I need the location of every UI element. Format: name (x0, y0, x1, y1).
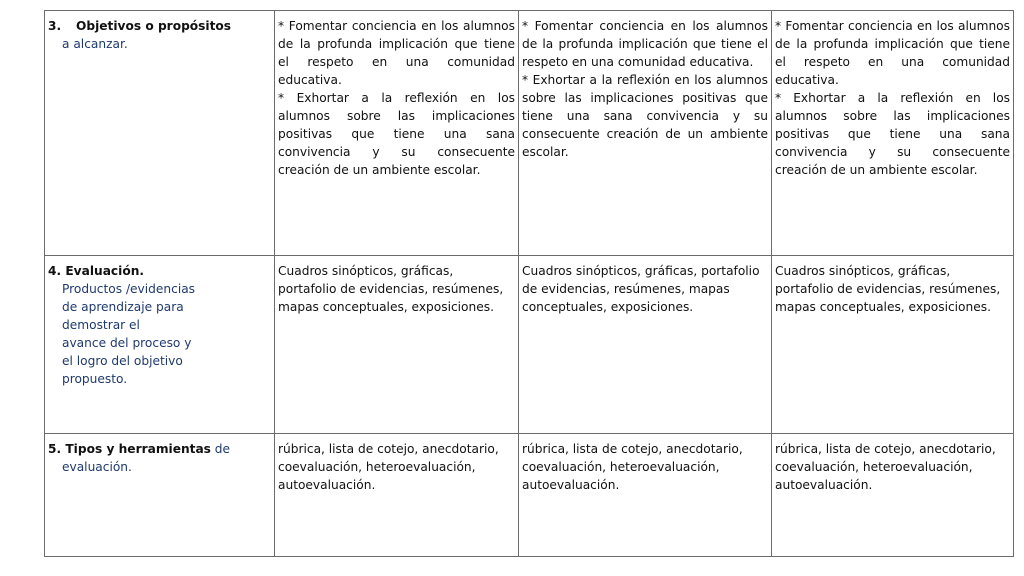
row-subtitle-line: de aprendizaje para (62, 300, 184, 315)
objectives-cell-1 (275, 11, 519, 256)
row-label-evaluation (45, 256, 275, 433)
evaluation-cell-3 (772, 256, 1014, 433)
row-subtitle: evaluación. (62, 459, 132, 474)
tools-list: rúbrica, lista de cotejo, anecdotario, coevaluación, heteroevaluación, autoevaluación. (278, 441, 499, 492)
planning-table (44, 10, 1014, 557)
objectives-cell-2 (519, 11, 772, 256)
row-number: 3. (48, 19, 62, 33)
tools-list: rúbrica, lista de cotejo, anecdotario, coevaluación, heteroevaluación, autoevaluación. (775, 441, 996, 492)
row-subtitle-line: avance del proceso y (62, 336, 192, 351)
row-label-objectives (45, 11, 275, 256)
tools-cell-2 (519, 433, 772, 556)
row-title: 5. Tipos y herramientas (48, 441, 211, 456)
objective-2: * Exhortar a la reflexión en los alumnos sobre las implicaciones positivas que tiene una sana convivencia y su consecuente creación de un ambiente escolar. (522, 73, 768, 159)
objective-2: * Exhortar a la reflexión en los alumnos sobre las implicaciones positivas que tiene una sana convivencia y su consecuente creación de un ambiente escolar. (278, 91, 515, 177)
row-title: 4. Evaluación. (48, 264, 145, 279)
evaluation-cell-2 (519, 256, 772, 433)
row-subtitle-line: demostrar el (62, 318, 140, 333)
row-subtitle-line: el logro del objetivo (62, 354, 183, 369)
row-label-tools (45, 433, 275, 556)
tools-list: rúbrica, lista de cotejo, anecdotario, coevaluación, heteroevaluación, autoevaluación. (522, 441, 743, 492)
row-title-rest: de (210, 441, 231, 456)
row-subtitle-line: propuesto. (62, 372, 128, 387)
row-subtitle: a alcanzar. (62, 37, 128, 51)
evidence-list: Cuadros sinópticos, gráficas, portafolio de evidencias, resúmenes, mapas conceptuales, exposiciones. (775, 264, 1001, 315)
objective-2: * Exhortar a la reflexión en los alumnos sobre las implicaciones positivas que tiene una sana convivencia y su consecuente creación de un ambiente escolar. (775, 91, 1010, 177)
tools-cell-3 (772, 433, 1014, 556)
evidence-list: Cuadros sinópticos, gráficas, portafolio de evidencias, resúmenes, mapas conceptuales, exposiciones. (522, 264, 760, 315)
objective-1: * Fomentar conciencia en los alumnos de la profunda implicación que tiene el respeto en una comunidad educativa. (775, 19, 1010, 87)
table-row-evaluation (45, 256, 1014, 433)
table-row-objectives (45, 11, 1014, 256)
row-title: Objetivos o propósitos (76, 19, 232, 33)
objective-1: * Fomentar conciencia en los alumnos de la profunda implicación que tiene el respeto en una comunidad educativa. (522, 19, 768, 69)
evidence-list: Cuadros sinópticos, gráficas, portafolio de evidencias, resúmenes, mapas conceptuales, exposiciones. (278, 264, 504, 315)
objective-1: * Fomentar conciencia en los alumnos de la profunda implicación que tiene el respeto en una comunidad educativa. (278, 19, 515, 87)
table-row-tools (45, 433, 1014, 556)
tools-cell-1 (275, 433, 519, 556)
objectives-cell-3 (772, 11, 1014, 256)
evaluation-cell-1 (275, 256, 519, 433)
row-subtitle-line: Productos /evidencias (62, 282, 196, 297)
